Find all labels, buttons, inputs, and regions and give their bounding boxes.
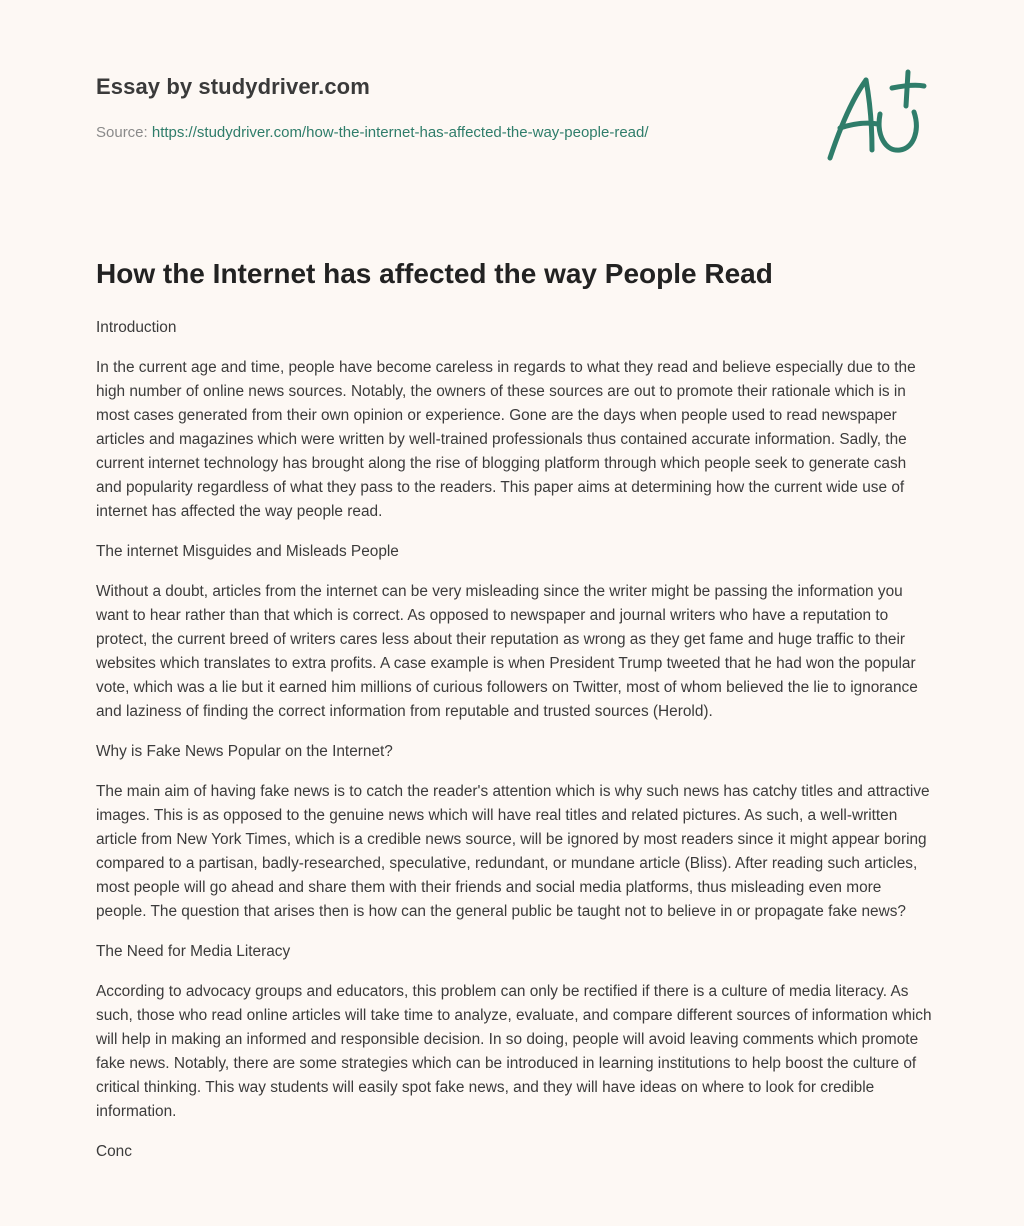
section-heading-misguides: The internet Misguides and Misleads People bbox=[96, 543, 399, 560]
source-line bbox=[96, 124, 649, 141]
a-plus-logo-icon bbox=[820, 66, 930, 166]
paragraph: In the current age and time, people have become careless in regards to what they read and believe especially due to the high number of online news sources. Notably, the owners of these sources are out to promote their rationale which is in most cases generated from their own opinion or experience. Gone are the days when people used to read newspaper articles and magazines which were written by well-trained professionals thus contained accurate information. Sadly, the current internet technology has brought along the rise of blogging platform through which people seek to generate cash and popularity regardless of what they pass to the readers. This paper aims at determining how the current wide use of internet has affected the way people read. bbox=[96, 359, 916, 520]
essay-body bbox=[96, 316, 932, 1180]
source-label: Source: bbox=[96, 124, 152, 141]
paragraph: The main aim of having fake news is to catch the reader's attention which is why such news has catchy titles and attractive images. This is as opposed to the genuine news which will have real titles and related pictures. As such, a well-written article from New York Times, which is a credible news source, will be ignored by most readers since it might appear boring compared to a partisan, badly-researched, speculative, redundant, or mundane article (Bliss). After reading such articles, most people will go ahead and share them with their friends and social media platforms, thus misleading even more people. The question that arises then is how can the general public be taught not to believe in or propagate fake news? bbox=[96, 783, 930, 920]
paragraph: According to advocacy groups and educators, this problem can only be rectified if there is a culture of media literacy. As such, those who read online articles will take time to analyze, evaluate, and compare different sources of information which will help in making an informed and responsible decision. In so doing, people will avoid leaving comments which promote fake news. Notably, there are some strategies which can be introduced in learning institutions to help boost the culture of critical thinking. This way students will easily spot fake news, and they will have ideas on where to look for credible information. bbox=[96, 983, 932, 1120]
paragraph: Without a doubt, articles from the internet can be very misleading since the writer might be passing the information you want to hear rather than that which is correct. As opposed to newspaper and journal writers who have a reputation to protect, the current breed of writers cares less about their reputation as wrong as they get fame and huge traffic to their websites which translates to extra profits. A case example is when President Trump tweeted that he had won the popular vote, which was a lie but it earned him millions of curious followers on Twitter, most of whom believed the lie to ignorance and laziness of finding the correct information from reputable and trusted sources (Herold). bbox=[96, 583, 918, 720]
section-heading-media-literacy: The Need for Media Literacy bbox=[96, 943, 291, 960]
essay-title: How the Internet has affected the way People Read bbox=[96, 258, 773, 289]
source-link[interactable]: https://studydriver.com/how-the-internet-has-affected-the-way-people-read/ bbox=[151, 124, 649, 141]
section-heading-introduction: Introduction bbox=[96, 319, 177, 336]
section-heading-fake-news: Why is Fake News Popular on the Internet? bbox=[96, 743, 393, 760]
section-heading-conclusion: Conc bbox=[96, 1143, 132, 1160]
site-brand: Essay by studydriver.com bbox=[96, 74, 370, 99]
